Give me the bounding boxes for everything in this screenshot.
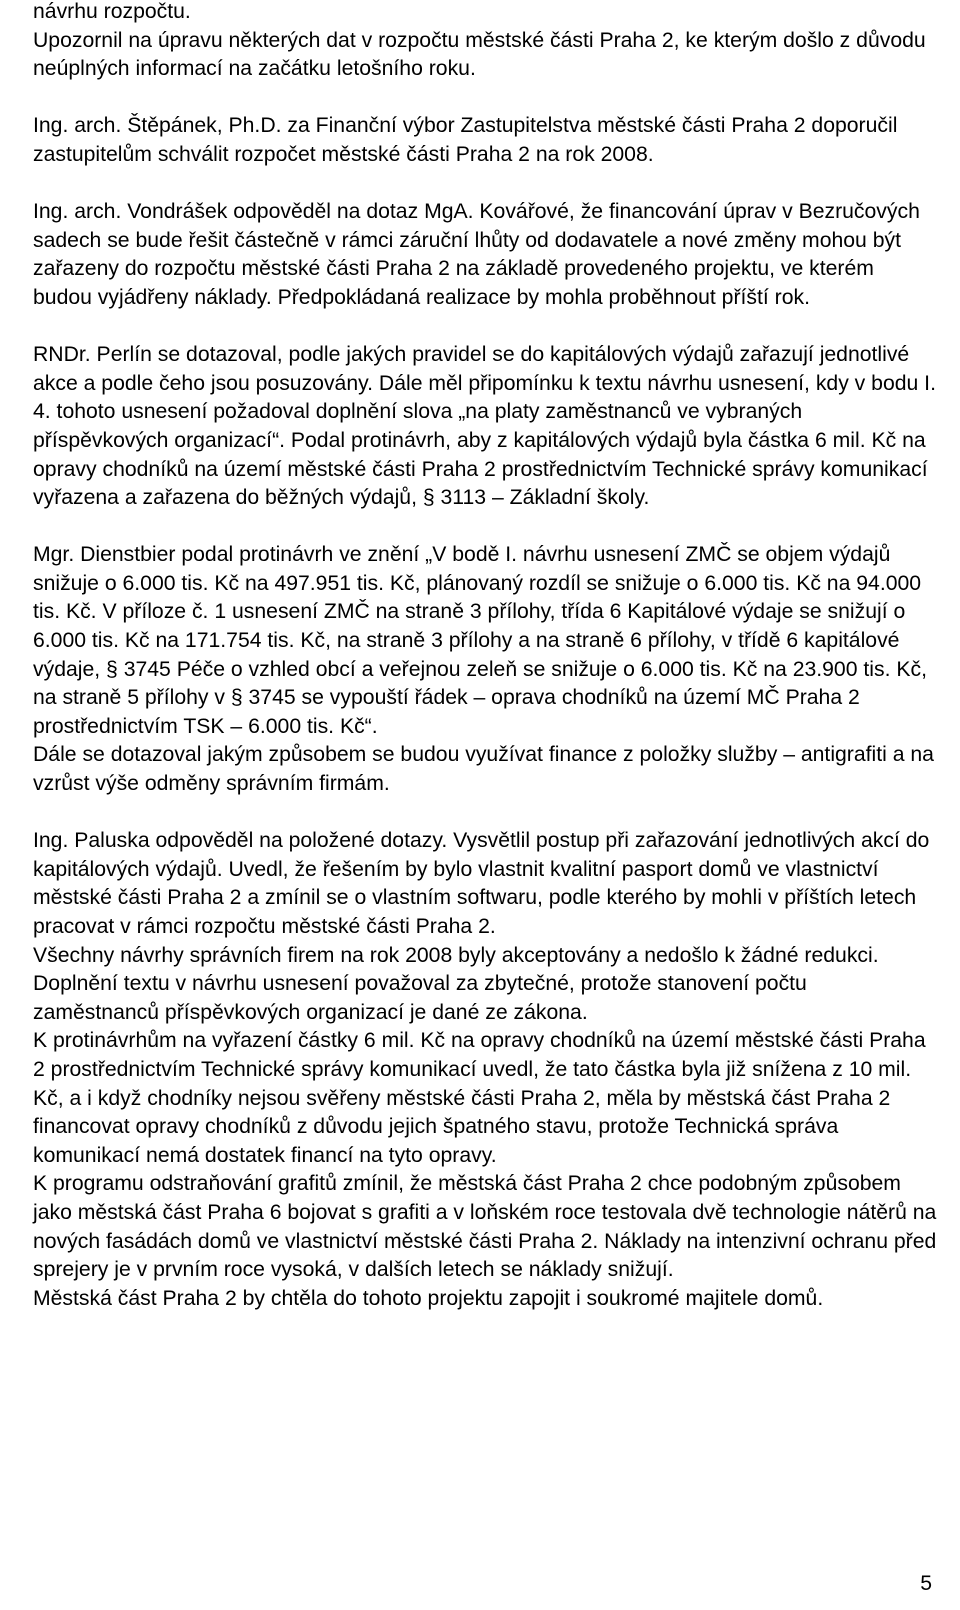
document-page bbox=[33, 0, 938, 1313]
paragraph-graffiti-program: K programu odstraňování grafitů zmínil, že městská část Praha 2 chce podobným způsobem jako městská část Praha 6 bojovat s grafiti a v loňském roce testovala dvě technologie nátěrů na nových fasádách domů ve vlastnictví městské části Praha 2. Náklady na intenzivní ochranu před sprejery je v prvním roce vysoká, v dalších letech se náklady snižují. bbox=[33, 1172, 937, 1282]
paragraph-gap bbox=[33, 84, 938, 113]
paragraph-sidewalk-repairs: K protinávrhům na vyřazení částky 6 mil. Kč na opravy chodníků na území městské části Praha 2 prostřednictvím Technické správy komunikací uvedl, že tato částka byla již snížena z 10 mil. Kč, a i když chodníky nejsou svěřeny městské části Praha 2, měla by městská část Praha 2 financovat opravy chodníků z důvodu jejich špatného stavu, protože Technická správa komunikací nemá dostatek financí na tyto opravy. bbox=[33, 1029, 926, 1167]
paragraph-gap bbox=[33, 513, 938, 542]
paragraph-dienstbier-question: Dále se dotazoval jakým způsobem se budou využívat finance z položky služby – antigrafiti a na vzrůst výše odměny správním firmám. bbox=[33, 743, 934, 796]
paragraph-resolution-text: Doplnění textu v návrhu usnesení považoval za zbytečné, protože stanovení počtu zaměstnanců příspěvkových organizací je dané ze zákona. bbox=[33, 972, 807, 1024]
paragraph-dienstbier-proposal: Mgr. Dienstbier podal protinávrh ve znění „V bodě I. návrhu usnesení ZMČ se objem výdajů snižuje o 6.000 tis. Kč na 497.951 tis. Kč, plánovaný rozdíl se snižuje o 6.000 tis. Kč na 94.000 tis. Kč. V příloze č. 1 usnesení ZMČ na straně 3 přílohy, třída 6 Kapitálové výdaje se snižují o 6.000 tis. Kč na 171.754 tis. Kč, na straně 3 přílohy a na straně 6 přílohy, v třídě 6 kapitálové výdaje, § 3745 Péče o vzhled obcí a veřejnou zeleň se snižuje o 6.000 tis. Kč na 23.900 tis. Kč, na straně 5 přílohy v § 3745 se vypouští řádek – oprava chodníků na území MČ Praha 2 prostřednictvím TSK – 6.000 tis. Kč“. bbox=[33, 543, 927, 738]
paragraph-paluska-answer: Ing. Paluska odpověděl na položené dotazy. Vysvětlil postup při zařazování jednotlivých akcí do kapitálových výdajů. Uvedl, že řešením by bylo vlastnit kvalitní pasport domů ve vlastnictví městské části Praha 2 a zmínil se o vlastním softwaru, podle kterého by mohli v příštích letech pracovat v rámci rozpočtu městské části Praha 2. bbox=[33, 829, 930, 938]
paragraph-vondrasek: Ing. arch. Vondrášek odpověděl na dotaz MgA. Kovářové, že financování úprav v Bezručových sadech se bude řešit částečně v rámci záruční lhůty od dodavatele a nové změny mohou být zařazeny do rozpočtu městské části Praha 2 na základě provedeného projektu, ve kterém budou vyjádřeny náklady. Předpokládaná realizace by mohla proběhnout příští rok. bbox=[33, 200, 920, 309]
paragraph-continuation: návrhu rozpočtu. bbox=[33, 0, 191, 23]
paragraph-management-firms: Všechny návrhy správních firem na rok 2008 byly akceptovány a nedošlo k žádné redukci. bbox=[33, 943, 879, 967]
paragraph-gap bbox=[33, 799, 938, 828]
paragraph-private-owners: Městská část Praha 2 by chtěla do tohoto projektu zapojit i soukromé majitele domů. bbox=[33, 1286, 824, 1310]
paragraph-perlin: RNDr. Perlín se dotazoval, podle jakých pravidel se do kapitálových výdajů zařazují jednotlivé akce a podle čeho jsou posuzovány. Dále měl připomínku k textu návrhu usnesení, kdy v bodu I. 4. tohoto usnesení požadoval doplnění slova „na platy zaměstnanců ve vybraných příspěvkových organizací“. Podal protinávrh, aby z kapitálových výdajů byla částka 6 mil. Kč na opravy chodníků na území městské části Praha 2 prostřednictvím Technické správy komunikací vyřazena a zařazena do běžných výdajů, § 3113 – Základní školy. bbox=[33, 343, 936, 510]
page-number: 5 bbox=[920, 1572, 932, 1595]
paragraph-gap bbox=[33, 170, 938, 199]
paragraph-budget-correction: Upozornil na úpravu některých dat v rozpočtu městské části Praha 2, ke kterým došlo z důvodu neúplných informací na začátku letošního roku. bbox=[33, 28, 926, 81]
paragraph-gap bbox=[33, 313, 938, 342]
paragraph-finance-committee: Ing. arch. Štěpánek, Ph.D. za Finanční výbor Zastupitelstva městské části Praha 2 doporučil zastupitelům schválit rozpočet městské části Praha 2 na rok 2008. bbox=[33, 114, 898, 166]
